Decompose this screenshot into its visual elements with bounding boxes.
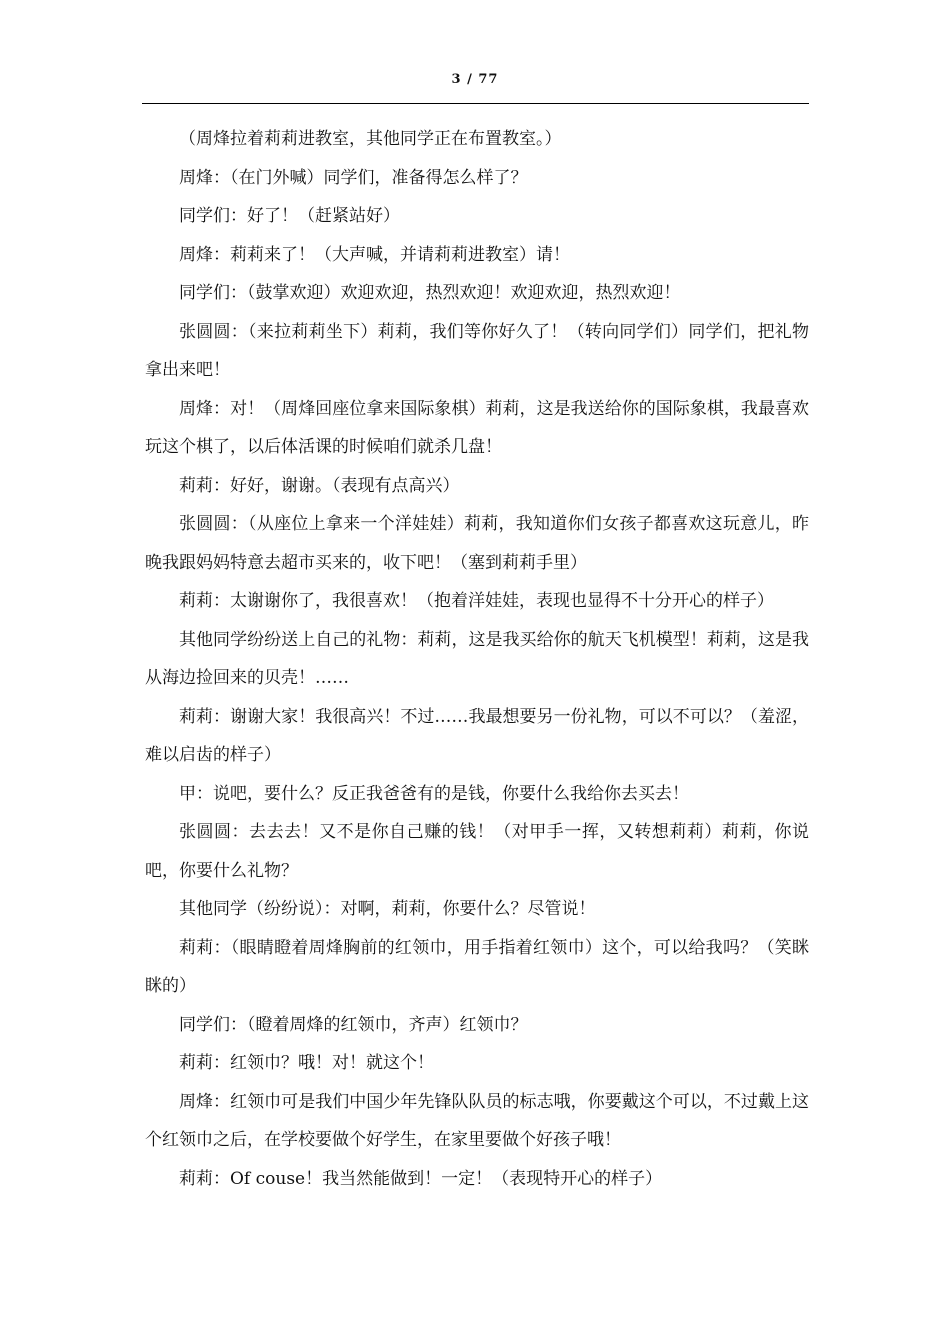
paragraph: 同学们：（鼓掌欢迎）欢迎欢迎，热烈欢迎！欢迎欢迎，热烈欢迎！ bbox=[179, 283, 681, 303]
paragraph: 莉莉：谢谢大家！我很高兴！不过……我最想要另一份礼物，可以不可以？（羞涩，难以启齿的样子） bbox=[145, 706, 809, 765]
header-divider bbox=[142, 103, 809, 104]
paragraph: 莉莉：好好，谢谢。（表现有点高兴） bbox=[179, 475, 460, 496]
paragraph: 莉莉：（眼睛瞪着周烽胸前的红领巾，用手指着红领巾）这个，可以给我吗？（笑眯眯的） bbox=[145, 937, 809, 996]
paragraph: 周烽：（在门外喊）同学们，准备得怎么样了？ bbox=[179, 167, 528, 188]
paragraph: 周烽：对！（周烽回座位拿来国际象棋）莉莉，这是我送给你的国际象棋，我最喜欢玩这个棋了，以后体活课的时候咱们就杀几盘！ bbox=[145, 398, 809, 457]
paragraph: （周烽拉着莉莉进教室，其他同学正在布置教室。） bbox=[179, 129, 562, 149]
paragraph: 甲：说吧，要什么？反正我爸爸有的是钱，你要什么我给你去买去！ bbox=[179, 783, 689, 804]
paragraph: 同学们：好了！（赶紧站好） bbox=[179, 206, 400, 226]
paragraph: 张圆圆：去去去！又不是你自己赚的钱！（对甲手一挥，又转想莉莉）莉莉，你说吧，你要什么礼物？ bbox=[145, 822, 809, 881]
paragraph: 其他同学纷纷送上自己的礼物：莉莉，这是我买给你的航天飞机模型！莉莉，这是我从海边捡回来的贝壳！…… bbox=[145, 629, 809, 688]
paragraph: 莉莉：Of couse！我当然能做到！一定！（表现特开心的样子） bbox=[179, 1168, 663, 1189]
paragraph: 同学们：（瞪着周烽的红领巾，齐声）红领巾？ bbox=[179, 1014, 528, 1035]
paragraph: 莉莉：太谢谢你了，我很喜欢！（抱着洋娃娃，表现也显得不十分开心的样子） bbox=[179, 591, 774, 611]
paragraph: 其他同学（纷纷说）：对啊，莉莉，你要什么？尽管说！ bbox=[179, 899, 596, 919]
page-number: 3 / 77 bbox=[451, 72, 499, 87]
paragraph: 莉莉：红领巾？哦！对！就这个！ bbox=[179, 1053, 434, 1073]
paragraph: 周烽：莉莉来了！（大声喊，并请莉莉进教室）请！ bbox=[179, 244, 570, 265]
paragraph: 周烽：红领巾可是我们中国少年先锋队队员的标志哦，你要戴这个可以，不过戴上这个红领巾之后，在学校要做个好学生，在家里要做个好孩子哦！ bbox=[145, 1091, 809, 1150]
document-body bbox=[145, 120, 809, 1198]
paragraph: 张圆圆：（来拉莉莉坐下）莉莉，我们等你好久了！（转向同学们）同学们，把礼物拿出来吧！ bbox=[145, 321, 809, 380]
paragraph: 张圆圆：（从座位上拿来一个洋娃娃）莉莉，我知道你们女孩子都喜欢这玩意儿，昨晚我跟妈妈特意去超市买来的，收下吧！（塞到莉莉手里） bbox=[145, 514, 809, 573]
